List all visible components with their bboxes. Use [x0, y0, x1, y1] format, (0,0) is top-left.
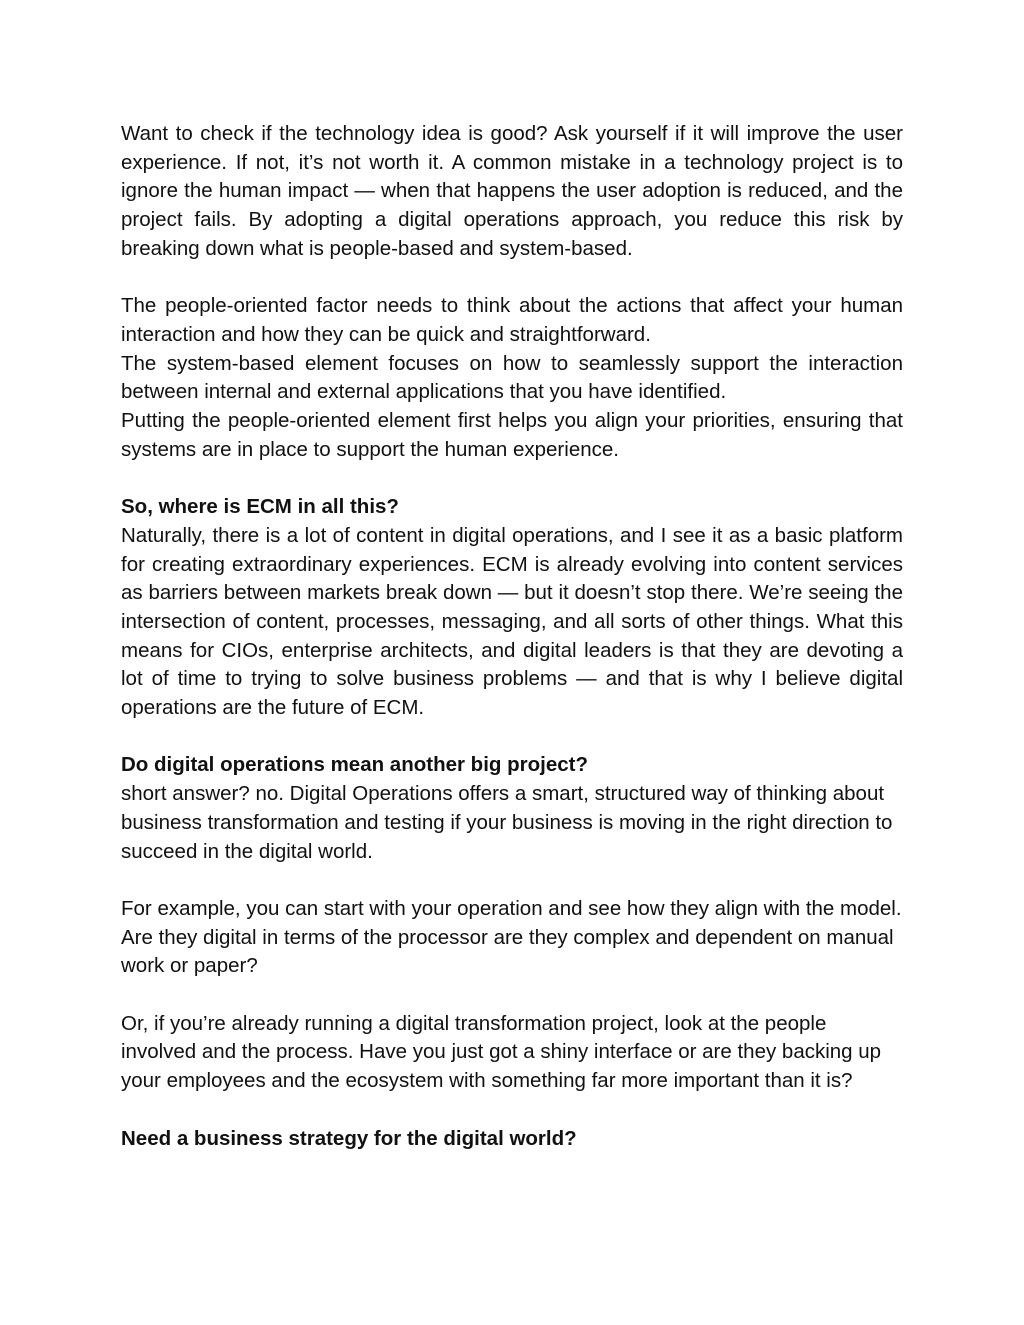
- paragraph-system-based: The system-based element focuses on how to seamlessly support the interaction between internal and external applications that you have identified.: [121, 351, 903, 404]
- paragraph-ecm: Naturally, there is a lot of content in digital operations, and I see it as a basic platform for creating extraordinary experiences. ECM is already evolving into content services as barriers between markets break down — but it doesn’t stop there. We’re seeing the intersection of content, processes, messaging, and all sorts of other things. What this means for CIOs, enterprise architects, and digital leaders is that they are devoting a lot of time to trying to solve business problems — and that is why I believe digital operations are the future of ECM.: [121, 523, 903, 720]
- paragraph-people-oriented: The people-oriented factor needs to think about the actions that affect your human interaction and how they can be quick and straightforward.: [121, 294, 903, 346]
- heading-ecm: So, where is ECM in all this?: [121, 495, 399, 519]
- document-page: [121, 120, 903, 1153]
- paragraph-gap: [121, 866, 903, 895]
- paragraph-example: For example, you can start with your operation and see how they align with the model. Are they digital in terms of the processor are they complex and dependent on manual work or paper?: [121, 896, 902, 978]
- paragraph-gap: [121, 264, 903, 293]
- paragraph-gap: [121, 723, 903, 752]
- paragraph-gap: [121, 464, 903, 493]
- paragraph-short-answer: short answer? no. Digital Operations offers a smart, structured way of thinking about business transformation and testing if your business is moving in the right direction to succeed in the digital world.: [121, 782, 893, 863]
- paragraph-gap: [121, 981, 903, 1010]
- paragraph-gap: [121, 1096, 903, 1125]
- heading-big-project: Do digital operations mean another big project?: [121, 753, 588, 777]
- paragraph-intro: Want to check if the technology idea is good? Ask yourself if it will improve the user experience. If not, it’s not worth it. A common mistake in a technology project is to ignore the human impact — when that happens the user adoption is reduced, and the project fails. By adopting a digital operations approach, you reduce this risk by breaking down what is people-based and system-based.: [121, 122, 903, 260]
- paragraph-transformation: Or, if you’re already running a digital transformation project, look at the people involved and the process. Have you just got a shiny interface or are they backing up your employees and the ecosystem with something far more important than it is?: [121, 1011, 882, 1093]
- heading-strategy: Need a business strategy for the digital world?: [121, 1126, 577, 1150]
- paragraph-priorities: Putting the people-oriented element first helps you align your priorities, ensuring that systems are in place to support the human experience.: [121, 409, 903, 461]
